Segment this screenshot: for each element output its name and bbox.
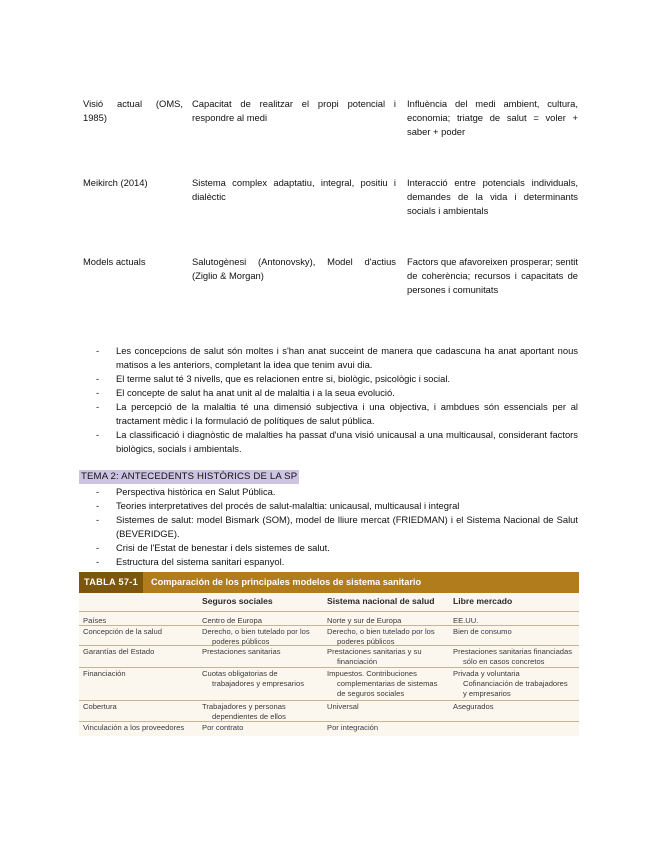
row-definition: Capacitat de realitzar el propi potencial i respondre al medi (192, 98, 396, 123)
list-item: - La percepció de la malaltia té una dimensió subjectiva i una objectiva, i ambdues són essencials per al tractament mèdic i la formulació de polítiques de salut pública. (96, 400, 578, 428)
table-cell-line: Asegurados (453, 702, 494, 711)
table-title: Comparación de los principales modelos de sistema sanitario (151, 577, 422, 587)
column-header: Sistema nacional de salud (327, 596, 435, 606)
table-cell-line: trabajadores y empresarios (212, 679, 305, 688)
table-rule (79, 667, 579, 668)
table-cell (202, 723, 243, 733)
table-cell-line: Prestaciones sanitarias financiadas (453, 647, 573, 656)
table-row-label: Vinculación a los proveedores (83, 723, 185, 732)
table-cell-line: sólo en casos concretos (463, 657, 545, 666)
list-item: - Les concepcions de salut són moltes i s'han anat succeint de manera que cadascuna ha anat aportant nous matisos a les anteriors, completant la idea que tenim avui dia. (96, 344, 578, 372)
table-cell (202, 669, 304, 689)
table-cell-line: EE.UU. (453, 616, 479, 625)
table-cell-line: Prestaciones sanitarias (202, 647, 281, 656)
table-row-label: Concepción de la salud (83, 627, 162, 636)
table-cell-line: Universal (327, 702, 359, 711)
table-row-label: Países (83, 616, 107, 625)
topic-bullets (96, 485, 578, 569)
table-cell-line: poderes públicos (337, 637, 395, 646)
column-header: Seguros sociales (202, 596, 273, 606)
table-cell (202, 647, 281, 657)
list-item: - Teories interpretatives del procés de salut-malaltia: unicausal, multicausal i integral (96, 499, 578, 513)
table-cell-line: Por integración (327, 723, 379, 732)
table-cell (327, 647, 422, 667)
table-cell-line: Privada y voluntaria (453, 669, 520, 678)
row-concept: Meikirch (2014) (83, 177, 148, 188)
table-header-bar (79, 572, 579, 593)
table-cell (453, 627, 512, 637)
table-cell-line: Prestaciones sanitarias y su (327, 647, 422, 656)
table-cell (453, 616, 478, 626)
table-cell (327, 616, 401, 626)
table-cell (453, 702, 494, 712)
table-cell-line: financiación (337, 657, 378, 666)
list-item: - El concepte de salut ha anat unit al de malaltia i a la seua evolució. (96, 386, 578, 400)
table-rule (79, 700, 579, 701)
table-cell-line: Por contrato (202, 723, 244, 732)
table-rule (79, 721, 579, 722)
table-cell-line: Bien de consumo (453, 627, 512, 636)
table-cell-line: Norte y sur de Europa (327, 616, 402, 625)
column-header: Libre mercado (453, 596, 513, 606)
table-cell (327, 669, 437, 699)
table-cell-line: poderes públicos (212, 637, 270, 646)
table-cell-line: complementarias de sistemas (337, 679, 438, 688)
table-cell-line: Derecho, o bien tutelado por los (202, 627, 310, 636)
row-factors: Influència del medi ambient, cultura, economia; triatge de salut = voler + saber + poder (407, 98, 578, 137)
table-row-label: Garantías del Estado (83, 647, 155, 656)
table-cell (453, 647, 572, 667)
table-cell-line: Centro de Europa (202, 616, 262, 625)
table-cell-line: Impuestos. Contribuciones (327, 669, 417, 678)
row-concept: Visió actual (OMS, 1985) (83, 98, 183, 123)
table-cell (327, 702, 359, 712)
row-concept: Models actuals (83, 256, 146, 267)
health-systems-table (79, 572, 579, 736)
list-item: - Estructura del sistema sanitari espanyol. (96, 555, 578, 569)
table-cell-line: Cuotas obligatorias de (202, 669, 278, 678)
table-cell (202, 702, 286, 722)
row-factors: Interacció entre potencials individuals, demandes de la vida i determinants socials i ambientals (407, 177, 578, 216)
table-cell-line: Trabajadores y personas (202, 702, 286, 711)
table-rule (79, 611, 579, 612)
list-item: - Sistemes de salut: model Bismark (SOM), model de lliure mercat (FRIEDMAN) i el Sistema Nacional de Salut (BEVERIDGE). (96, 513, 578, 541)
row-definition: Sistema complex adaptatiu, integral, positiu i dialèctic (192, 177, 396, 202)
summary-bullets (96, 344, 578, 456)
table-cell (327, 627, 435, 647)
row-definition: Salutogènesi (Antonovsky), Model d'actius (Ziglio & Morgan) (192, 256, 396, 281)
table-row-label: Financiación (83, 669, 126, 678)
row-factors: Factors que afavoreixen prosperar; sentit de coherència; recursos i capacitats de persones i comunitats (407, 256, 578, 295)
table-row-label: Cobertura (83, 702, 117, 711)
table-cell (327, 723, 378, 733)
list-item: - Crisi de l'Estat de benestar i dels sistemes de salut. (96, 541, 578, 555)
table-cell (202, 616, 262, 626)
table-number: TABLA 57-1 (79, 572, 143, 593)
section-heading: TEMA 2: ANTECEDENTS HISTÒRICS DE LA SP (81, 471, 298, 482)
list-item: - El terme salut té 3 nivells, que es relacionen entre si, biològic, psicològic i social. (96, 372, 578, 386)
table-cell-line: y empresarios (463, 689, 511, 698)
table-cell (453, 669, 568, 699)
table-cell-line: Derecho, o bien tutelado por los (327, 627, 435, 636)
table-cell (202, 627, 310, 647)
table-cell-line: de seguros sociales (337, 689, 405, 698)
table-cell-line: Cofinanciación de trabajadores (463, 679, 568, 688)
table-cell-line: dependientes de ellos (212, 712, 286, 721)
list-item: - La classificació i diagnòstic de malalties ha passat d'una visió unicausal a una multicausal, considerant factors biològics, socials i ambientals. (96, 428, 578, 456)
list-item: - Perspectiva històrica en Salut Pública. (96, 485, 578, 499)
